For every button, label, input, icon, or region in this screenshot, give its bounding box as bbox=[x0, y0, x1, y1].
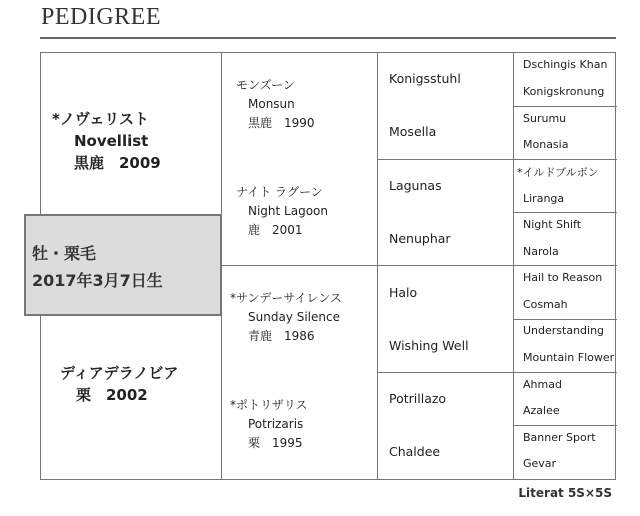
gen2-info: 青鹿 1986 bbox=[248, 329, 315, 343]
page-title: PEDIGREE bbox=[41, 4, 161, 30]
dam-info: 栗 2002 bbox=[76, 386, 148, 404]
gen4-14: Banner Sport bbox=[523, 431, 596, 444]
gen4-4: *イルドブルボン bbox=[517, 166, 599, 179]
gen2-3 bbox=[230, 396, 308, 453]
gen2-name-ja: ナイト ラグーン bbox=[236, 185, 323, 199]
gen4-12: Ahmad bbox=[523, 378, 562, 391]
gen4-13: Azalee bbox=[523, 404, 560, 417]
sire-info: 黒鹿 2009 bbox=[74, 154, 161, 172]
gen3-1: Mosella bbox=[389, 124, 437, 139]
divider bbox=[513, 425, 617, 426]
gen3-5: Wishing Well bbox=[389, 338, 469, 353]
gen3-4: Halo bbox=[389, 285, 418, 300]
sex-color: 牡・栗毛 bbox=[32, 244, 97, 263]
divider bbox=[377, 53, 378, 479]
sire-name-ja: *ノヴェリスト bbox=[52, 110, 149, 128]
divider bbox=[513, 106, 617, 107]
gen4-6: Night Shift bbox=[523, 218, 582, 231]
gen3-3: Nenuphar bbox=[389, 231, 451, 246]
gen3-7: Chaldee bbox=[389, 444, 441, 459]
gen2-name-en: Sunday Silence bbox=[248, 310, 340, 324]
divider bbox=[513, 212, 617, 213]
gen4-3: Monasia bbox=[523, 138, 569, 151]
divider bbox=[377, 372, 617, 373]
gen2-0 bbox=[236, 76, 315, 133]
birthdate: 2017年3月7日生 bbox=[32, 271, 163, 290]
gen4-1: Konigskronung bbox=[523, 85, 605, 98]
horse-info bbox=[32, 240, 163, 294]
gen2-name-en: Monsun bbox=[248, 97, 295, 111]
gen2-1 bbox=[236, 183, 328, 240]
gen2-info: 栗 1995 bbox=[248, 436, 303, 450]
gen4-10: Understanding bbox=[523, 324, 605, 337]
gen3-2: Lagunas bbox=[389, 178, 442, 193]
sire-name-en: Novellist bbox=[74, 132, 149, 150]
dam-name: ディアデラノビア bbox=[60, 364, 179, 382]
gen2-2 bbox=[230, 289, 342, 346]
divider bbox=[221, 265, 617, 266]
gen4-2: Surumu bbox=[523, 112, 567, 125]
gen2-info: 黒鹿 1990 bbox=[248, 116, 315, 130]
gen4-9: Cosmah bbox=[523, 298, 568, 311]
gen4-7: Narola bbox=[523, 245, 559, 258]
gen3-6: Potrillazo bbox=[389, 391, 447, 406]
gen2-name-en: Night Lagoon bbox=[248, 204, 328, 218]
title-divider bbox=[40, 37, 616, 39]
gen2-name-ja: *ポトリザリス bbox=[230, 398, 308, 412]
gen4-11: Mountain Flower bbox=[523, 351, 615, 364]
gen2-name-ja: モンズーン bbox=[236, 78, 295, 92]
inbreeding-note: Literat 5S×5S bbox=[518, 486, 612, 500]
gen2-info: 鹿 2001 bbox=[248, 223, 303, 237]
gen4-5: Liranga bbox=[523, 192, 565, 205]
gen2-name-ja: *サンデーサイレンス bbox=[230, 291, 342, 305]
gen4-0: Dschingis Khan bbox=[523, 58, 608, 71]
gen2-name-en: Potrizaris bbox=[248, 417, 304, 431]
gen3-0: Konigsstuhl bbox=[389, 71, 461, 86]
divider bbox=[513, 319, 617, 320]
gen4-8: Hail to Reason bbox=[523, 271, 603, 284]
divider bbox=[513, 53, 514, 479]
divider bbox=[377, 159, 617, 160]
gen4-15: Gevar bbox=[523, 457, 557, 470]
